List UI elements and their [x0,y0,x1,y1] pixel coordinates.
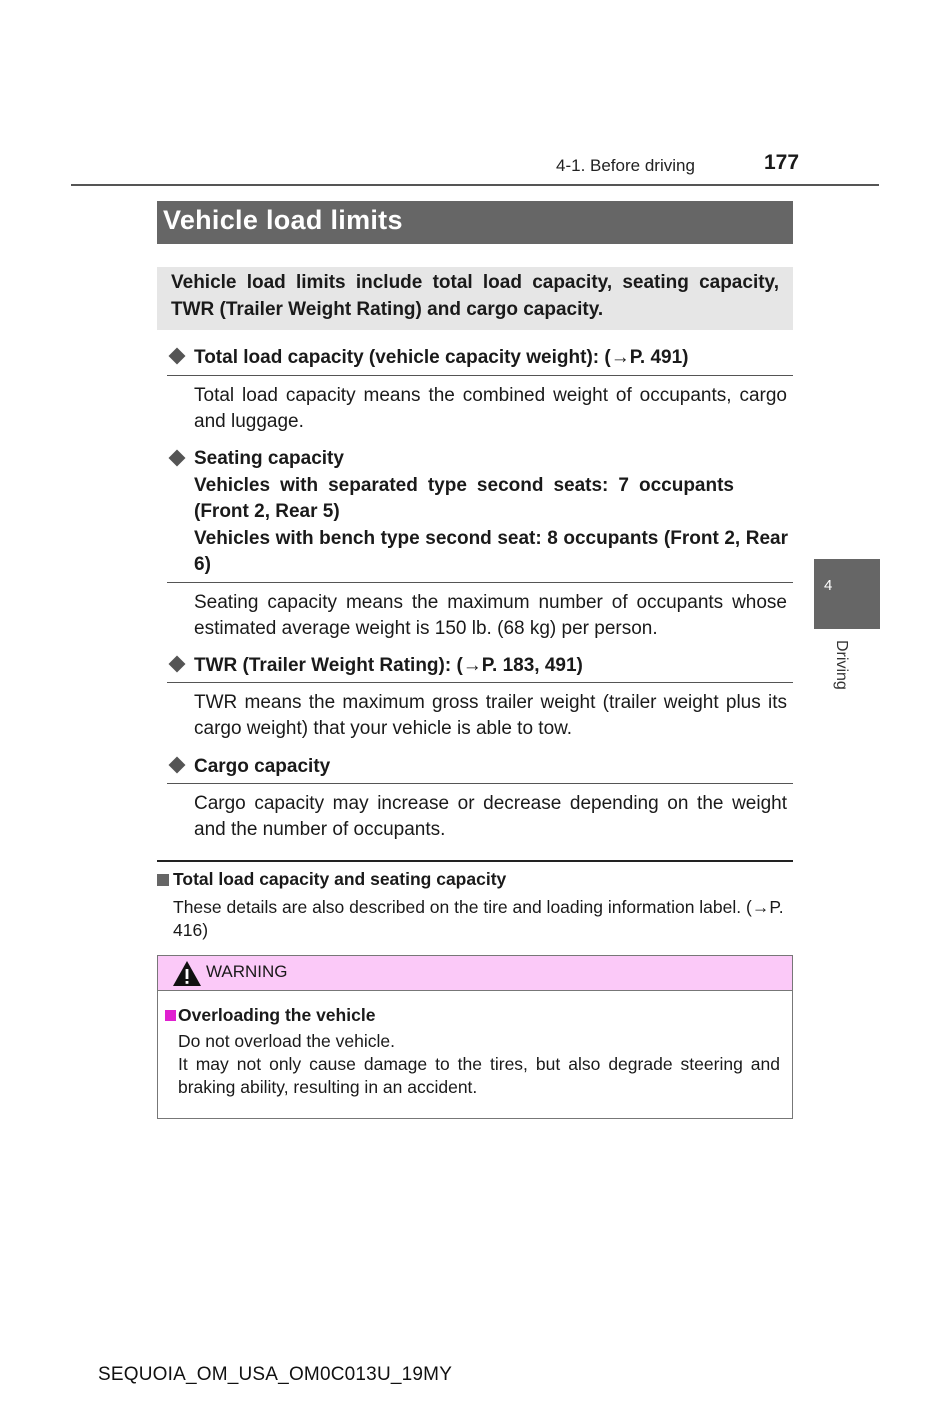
item-heading-seating-bench: Vehicles with bench type second seat: 8 occupants (Front 2, Rear 6) [194,527,788,575]
diamond-bullet-icon [169,450,186,467]
item-body-total-load: Total load capacity means the combined weight of occupants, cargo and luggage. [194,385,787,432]
square-bullet-icon [157,874,169,886]
item-heading-seating-separated: Vehicles with separated type second seats: 7 occupants (Front 2, Rear 5) [194,474,734,522]
item-divider [167,682,793,683]
warning-body [178,1030,780,1099]
page-number: 177 [764,151,800,174]
warning-label: WARNING [206,962,288,981]
note-divider [157,860,793,862]
diamond-bullet-icon [169,348,186,365]
chapter-label: Driving [833,640,850,690]
diamond-bullet-icon [169,757,186,774]
item-body-cargo: Cargo capacity may increase or decrease depending on the weight and the number of occupants. [194,793,787,840]
item-heading-seating [194,446,788,579]
item-body-twr: TWR means the maximum gross trailer weight (trailer weight plus its cargo weight) that your vehicle is able to tow. [194,692,787,739]
page-title-bar [157,201,793,244]
warning-line-2: It may not only cause damage to the tires, but also degrade steering and braking ability, resulting in an accident. [178,1054,780,1097]
item-body-seating: Seating capacity means the maximum number of occupants whose estimated average weight is 150 lb. (68 kg) per person. [194,592,787,639]
chapter-number: 4 [824,577,833,594]
page-title: Vehicle load limits [163,205,403,235]
item-divider [167,375,793,376]
note-heading: Total load capacity and seating capacity [173,869,507,889]
warning-triangle-icon [172,960,202,987]
warning-title: Overloading the vehicle [178,1005,376,1025]
item-heading-twr: TWR (Trailer Weight Rating): (→P. 183, 491) [194,655,583,676]
header-divider [71,184,879,186]
item-heading-seating-title: Seating capacity [194,448,344,469]
warning-line-1: Do not overload the vehicle. [178,1031,395,1051]
warning-header [158,956,792,991]
document-footer: SEQUOIA_OM_USA_OM0C013U_19MY [98,1364,453,1385]
item-divider [167,582,793,583]
item-heading-total-load: Total load capacity (vehicle capacity weight): (→P. 491) [194,347,689,368]
diamond-bullet-icon [169,656,186,673]
chapter-tab [814,559,880,629]
magenta-square-bullet-icon [165,1010,176,1021]
item-divider [167,783,793,784]
section-header: 4-1. Before driving [556,156,695,175]
note-body: These details are also described on the tire and loading information label. (→P. 416) [173,897,784,940]
item-heading-cargo: Cargo capacity [194,756,331,777]
intro-summary: Vehicle load limits include total load capacity, seating capacity, TWR (Trailer Weight Rating) and cargo capacity. [157,267,793,330]
